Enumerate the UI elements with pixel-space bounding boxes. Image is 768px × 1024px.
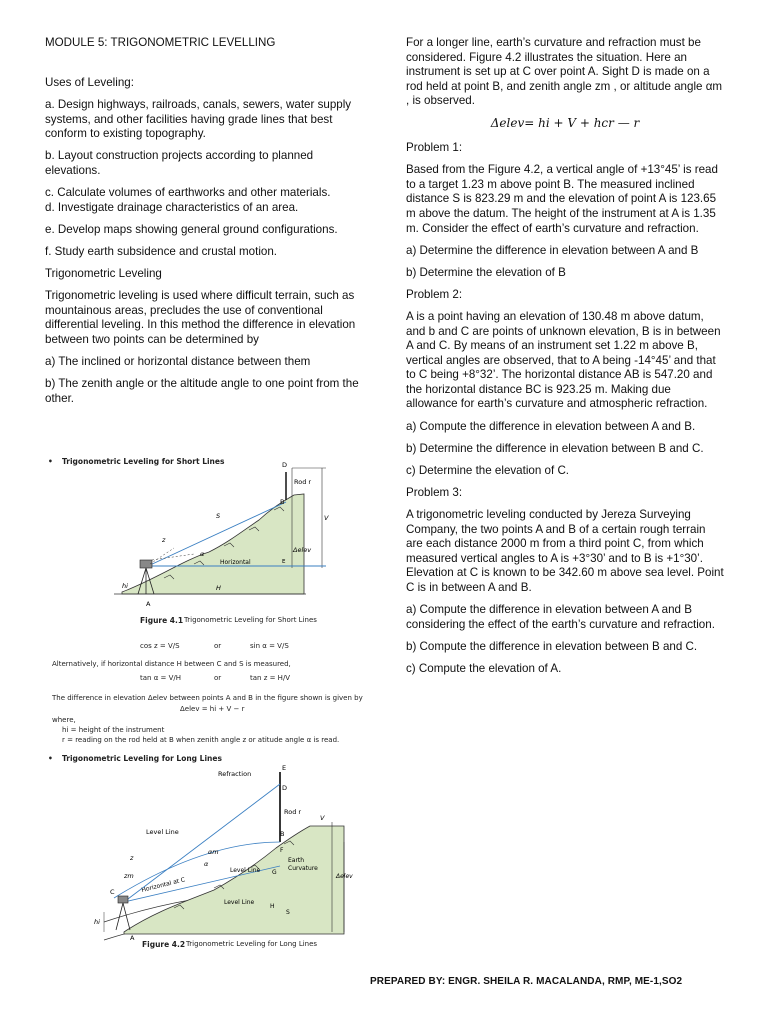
label2-S: S [286,909,290,916]
use-item-d: d. Investigate drainage characteristics of an area. [45,200,299,214]
problem3-b: b) Compute the difference in elevation between B and C. [406,639,698,653]
use-item-e: e. Develop maps showing general ground configurations. [45,222,338,236]
footer-prepared-by: PREPARED BY: ENGR. SHEILA R. MACALANDA, RMP, ME-1,SO2 [370,976,683,987]
figure2-caption-bold: Figure 4.2 [142,940,186,949]
label2-delta: Δelev [336,873,353,880]
label2-rod: Rod r [284,808,302,816]
problem1-text: Based from the Figure 4.2, a vertical angle of +13°45’ is read to a target 1.23 m above point B. The measured inclined distance S is 823.29 m and the elevation of point A is 123.65 m above the datum. The height of the instrument at A is 1.35 m. Consider the effect of earth’s curvature and refraction. [406,163,718,235]
label2-B: B [280,830,285,838]
label-z: z [162,536,166,544]
label-horizontal: Horizontal [220,559,251,566]
figure2-bullet: • [48,754,53,763]
where-line-2: r = reading on the rod held at B when zenith angle z or atitude angle α is read. [62,736,340,744]
label2-alpha: α [204,860,209,868]
label2-hi: hi [94,918,100,926]
use-item-a: a. Design highways, railroads, canals, sewers, water supply systems, and other facilities having grade lines that best conform to existing topography. [45,98,352,141]
use-item-f: f. Study earth subsidence and crustal motion. [45,244,278,258]
problem2-b: b) Determine the difference in elevation between B and C. [406,441,704,455]
where-text: where, [52,716,76,724]
module-title: MODULE 5: TRIGONOMETRIC LEVELLING [45,36,276,49]
label-hi: hi [122,582,128,590]
label-A: A [146,600,151,608]
label2-alpha-m: αm [208,848,219,856]
eq-tan-alpha: tan α = V/H [140,674,182,682]
label2-curvature: Curvature [288,865,318,872]
label-E: E [282,559,286,565]
eq-sin-alpha: sin α = V/S [250,642,289,650]
label-H: H [216,584,221,592]
label2-H: H [270,903,275,910]
label-B: B [280,498,285,506]
figure2-heading: Trigonometric Leveling for Long Lines [62,754,222,763]
figure1-caption: Trigonometric Leveling for Short Lines [184,616,317,624]
eq-tan-z: tan z = H/V [250,674,291,682]
label-S: S [216,512,221,520]
label2-G: G [272,869,277,876]
label2-V: V [320,814,325,822]
use-item-c: c. Calculate volumes of earthworks and other materials. [45,186,331,200]
where-line-1: hi = height of the instrument [62,726,165,734]
problem2-text: A is a point having an elevation of 130.48 m above datum, and b and C are points of unknown elevation, B is in between A and C. By means of an instrument set 1.22 m above B, vertical angles are observed, that to A being -14°45’ and that to C being +8°32’. The horizontal distance AB is 547.20 and the horizontal distance BC is 923.25 m. Making due allowance for earth’s curvature and atmospheric refraction. [406,309,721,411]
trig-paragraph: Trigonometric leveling is used where difficult terrain, such as mountainous areas, precludes the use of conventional differential leveling. In this method the difference in elevation between two points can be determined by [45,289,356,346]
figure1-diagram [44,460,366,620]
problem2-a: a) Compute the difference in elevation between A and B. [406,419,696,433]
problem3-text: A trigonometric leveling conducted by Jereza Surveying Company, the two points A and B of a certain rough terrain are each distance 2000 m from a third point C, from which measured vertical angles to A is +3°30’ and to B is +1°30’. Elevation at C is known to be 342.60 m above sea level. Point C is in between A and B. [406,507,724,594]
label2-level-line-2: Level Line [230,867,261,874]
eq-or-2: or [214,674,222,682]
label-D: D [282,461,288,469]
label2-level-line: Level Line [146,828,179,836]
label-V: V [324,514,329,522]
terrain-shape-2 [124,826,344,934]
label2-C: C [110,888,115,896]
long-line-formula: Δelev= hi + V + hcr — r [490,116,640,131]
label2-A: A [130,934,135,942]
problem1-a: a) Determine the difference in elevation between A and B [406,243,699,257]
method-item-a: a) The inclined or horizontal distance between them [45,355,311,368]
eq-or-1: or [214,642,222,650]
problem3-a: a) Compute the difference in elevation between A and B considering the effect of the earth’s curvature and refraction. [406,603,715,631]
label2-level-line-3: Level Line [224,899,255,906]
figure1-caption-bold: Figure 4.1 [140,616,184,625]
intro-paragraph: For a longer line, earth’s curvature and refraction must be considered. Figure 4.2 illustrates the situation. Here an instrument is set up at C over point A. Sight D is made on a rod held at point B, and zenith angle zm , or altitude angle αm , is observed. [406,36,723,108]
uses-heading: Uses of Leveling: [45,76,134,90]
label-refraction: Refraction [218,770,252,778]
left-column [45,36,363,414]
label2-horizontal-c: Horizontal at C [140,876,186,894]
figure1-heading: Trigonometric Leveling for Short Lines [62,457,225,466]
diff-text: The difference in elevation Δelev between points A and B in the figure shown is given by [52,694,363,702]
problem3-c: c) Compute the elevation of A. [406,661,562,675]
figure-short-lines [44,452,366,748]
label2-z: z [130,854,134,862]
right-column [406,36,724,684]
label2-zm: zm [124,872,134,880]
eq-delta: Δelev = hi + V − r [180,705,245,713]
label-rod: Rod r [294,478,312,486]
label-delta: Δelev [293,546,312,554]
eq-cos-z: cos z = V/S [140,642,180,650]
figure1-bullet: • [48,457,53,466]
label2-earth: Earth [288,857,305,864]
figure2-diagram [44,762,366,952]
method-item-b: b) The zenith angle or the altitude angle to one point from the other. [45,377,359,405]
label2-F: F [280,847,284,854]
problem3-title: Problem 3: [406,485,463,499]
problem1-title: Problem 1: [406,141,463,155]
figure-long-lines [44,752,366,958]
figure2-caption: Trigonometric Leveling for Long Lines [186,940,318,948]
problem2-c: c) Determine the elevation of C. [406,463,570,477]
label-alpha: α [200,550,205,558]
problem1-b: b) Determine the elevation of B [406,265,566,279]
label2-D: D [282,784,288,792]
label2-E: E [282,764,287,772]
problem2-title: Problem 2: [406,287,463,301]
use-item-b: b. Layout construction projects according to planned elevations. [45,149,314,178]
alt-text: Alternatively, if horizontal distance H between C and S is measured, [52,660,291,668]
trig-heading: Trigonometric Leveling [45,267,162,281]
